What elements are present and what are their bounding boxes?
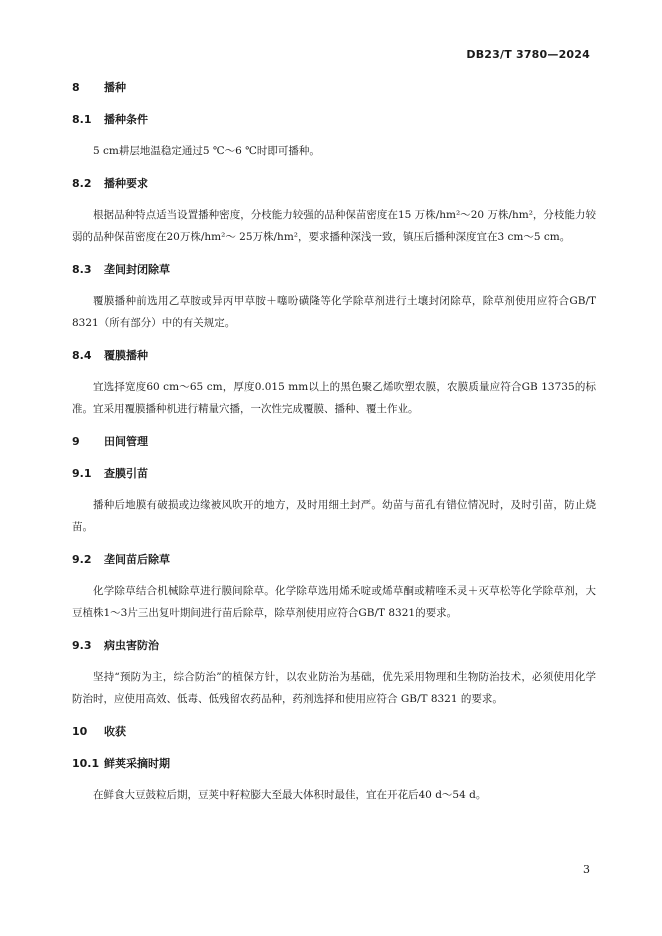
- section-heading-10: [72, 724, 596, 740]
- paragraph-8-2: 根据品种特点适当设置播种密度，分枝能力较强的品种保苗密度在15 万株/hm²～20 万株/hm²，分枝能力较弱的品种保苗密度在20万株/hm²～ 25万株/hm²，要求播种深浅一致，镇压后播种深度宜在3 cm～5 cm。: [72, 209, 596, 243]
- section-heading-8-3: [72, 262, 596, 278]
- section-number: 9.1: [72, 467, 92, 480]
- paragraph-8-3: 覆膜播种前选用乙草胺或异丙甲草胺＋噻吩磺隆等化学除草剂进行土壤封闭除草，除草剂使用应符合GB/T 8321（所有部分）中的有关规定。: [72, 295, 596, 329]
- section-number: 9: [72, 435, 80, 448]
- section-heading-9-2: [72, 552, 596, 568]
- section-number: 8.1: [72, 113, 92, 126]
- section-number: 8.2: [72, 177, 92, 190]
- paragraph-9-1: 播种后地膜有破损或边缘被风吹开的地方，及时用细土封严。幼苗与苗孔有错位情况时，及时引苗，防止烧苗。: [72, 499, 596, 533]
- section-heading-9: [72, 434, 596, 450]
- section-title: 收获: [104, 725, 126, 738]
- section-heading-9-3: [72, 638, 596, 654]
- section-title: 病虫害防治: [104, 639, 159, 652]
- section-number: 8.3: [72, 263, 92, 276]
- section-number: 8: [72, 81, 80, 94]
- section-title: 垄间封闭除草: [104, 263, 170, 276]
- section-title: 查膜引苗: [104, 467, 148, 480]
- paragraph-8-1: 5 cm耕层地温稳定通过5 ℃～6 ℃时即可播种。: [93, 145, 320, 157]
- section-heading-8-2: [72, 176, 596, 192]
- document-code: DB23/T 3780—2024: [466, 48, 590, 61]
- section-heading-9-1: [72, 466, 596, 482]
- section-heading-8-1: [72, 112, 596, 128]
- section-title: 田间管理: [104, 435, 148, 448]
- section-number: 10: [72, 725, 88, 738]
- section-title: 播种条件: [104, 113, 148, 126]
- section-heading-8: [72, 80, 596, 96]
- section-number: 9.2: [72, 553, 92, 566]
- section-heading-8-4: [72, 348, 596, 364]
- document-body: [72, 80, 596, 806]
- section-title: 垄间苗后除草: [104, 553, 170, 566]
- section-title: 播种要求: [104, 177, 148, 190]
- section-number: 9.3: [72, 639, 92, 652]
- paragraph-10-1: 在鲜食大豆鼓粒后期，豆荚中籽粒膨大至最大体积时最佳，宜在开花后40 d～54 d。: [93, 789, 487, 801]
- paragraph-9-3: 坚持“预防为主，综合防治”的植保方针，以农业防治为基础，优先采用物理和生物防治技术，必须使用化学防治时，应使用高效、低毒、低残留农药品种，药剂选择和使用应符合 GB/T 8321 的要求。: [72, 671, 596, 705]
- page-number: 3: [583, 863, 590, 876]
- section-heading-10-1: [72, 756, 596, 772]
- section-number: 10.1: [72, 757, 100, 770]
- paragraph-9-2: 化学除草结合机械除草进行膜间除草。化学除草选用烯禾啶或烯草酮或精喹禾灵＋灭草松等化学除草剂，大豆植株1～3片三出复叶期间进行苗后除草，除草剂使用应符合GB/T 8321的要求。: [72, 585, 596, 619]
- paragraph-8-4: 宜选择宽度60 cm～65 cm，厚度0.015 mm以上的黑色聚乙烯吹塑农膜，农膜质量应符合GB 13735的标准。宜采用覆膜播种机进行精量穴播，一次性完成覆膜、播种、覆土作业。: [72, 381, 596, 415]
- section-title: 播种: [104, 81, 126, 94]
- section-number: 8.4: [72, 349, 92, 362]
- section-title: 覆膜播种: [104, 349, 148, 362]
- section-title: 鲜荚采摘时期: [104, 757, 170, 770]
